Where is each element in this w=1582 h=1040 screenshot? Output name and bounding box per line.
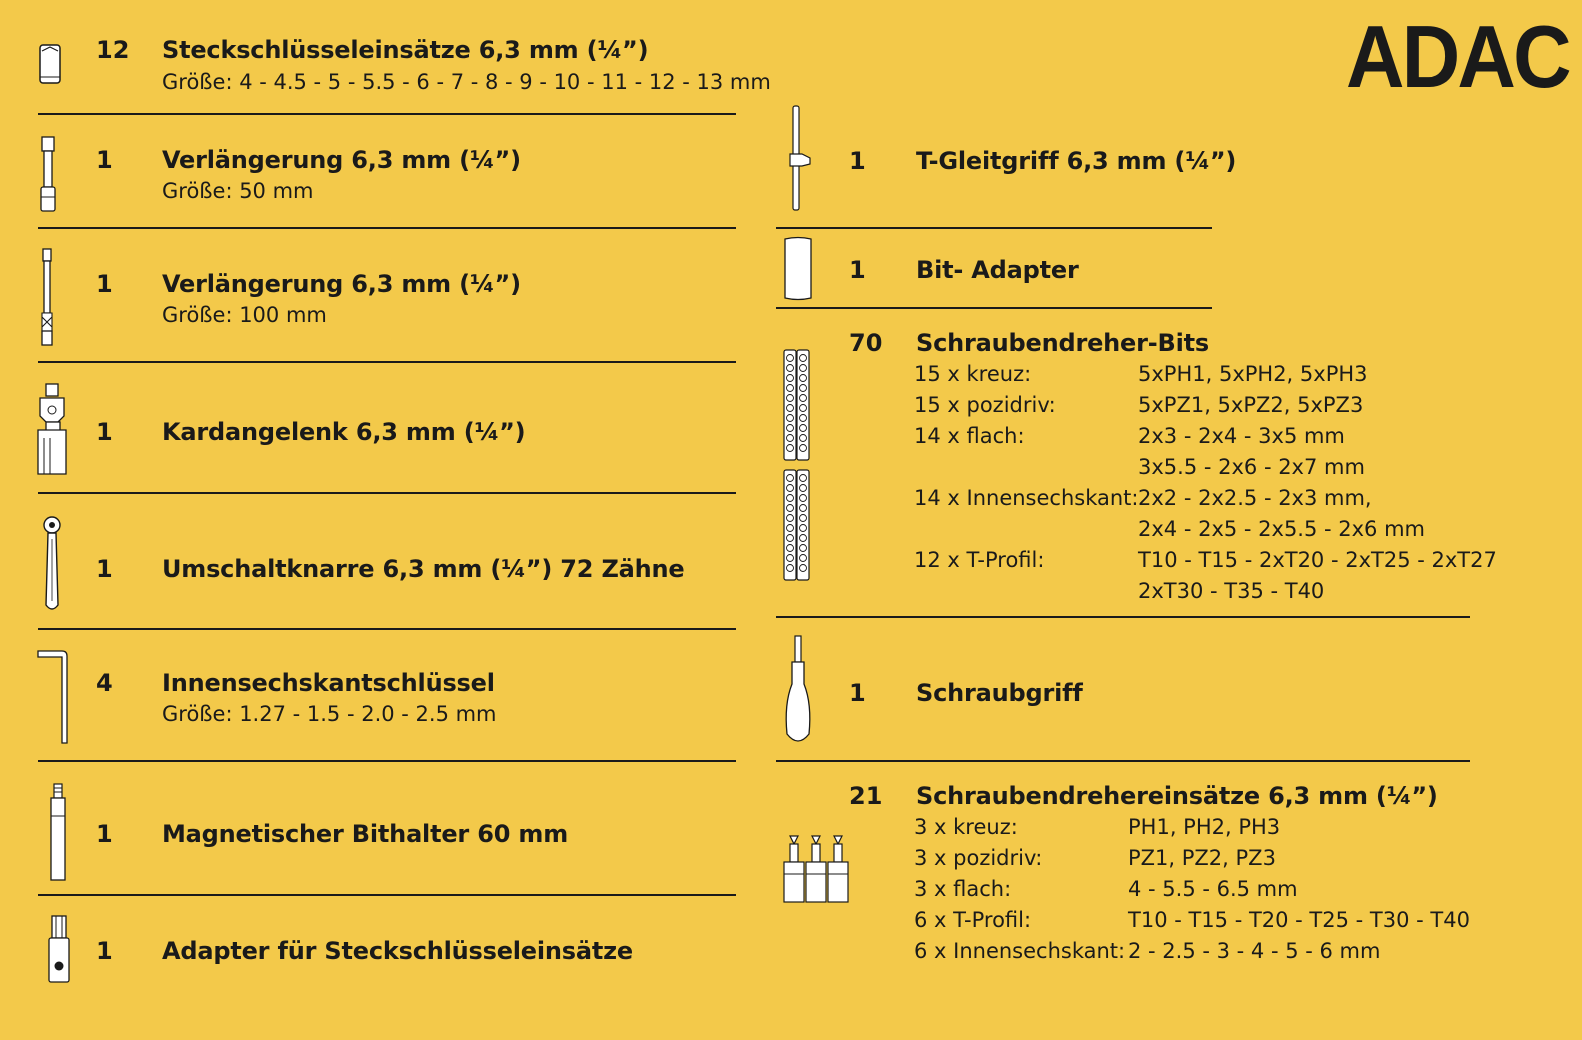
item-size: Größe: 4 - 4.5 - 5 - 5.5 - 6 - 7 - 8 - 9 - 10 - 11 - 12 - 13 mm	[162, 70, 771, 94]
short-extension-icon	[38, 135, 58, 213]
spec-value: 2x3 - 2x4 - 3x5 mm	[1138, 424, 1345, 448]
spec-value: 2 - 2.5 - 3 - 4 - 5 - 6 mm	[1128, 939, 1381, 963]
item-title: Kardangelenk 6,3 mm (¼”)	[162, 418, 526, 446]
item-title: Bit- Adapter	[916, 256, 1079, 284]
item-quantity: 1	[96, 270, 113, 298]
spec-value: 3x5.5 - 2x6 - 2x7 mm	[1138, 455, 1365, 479]
spec-label: 14 x flach:	[914, 424, 1025, 448]
spec-label: 3 x kreuz:	[914, 815, 1018, 839]
spec-label: 15 x pozidriv:	[914, 393, 1056, 417]
universal-joint-icon	[34, 382, 72, 478]
bit-adapter-icon	[782, 236, 814, 302]
divider	[776, 307, 1212, 309]
ratchet-icon	[40, 515, 64, 615]
spec-value: PH1, PH2, PH3	[1128, 815, 1281, 839]
item-title: Innensechskantschlüssel	[162, 669, 495, 697]
spec-label: 3 x pozidriv:	[914, 846, 1043, 870]
spec-label: 15 x kreuz:	[914, 362, 1032, 386]
item-title: Adapter für Steckschlüsseleinsätze	[162, 937, 633, 965]
spec-value: 2xT30 - T35 - T40	[1138, 579, 1325, 603]
item-title: Schraubendreher-Bits	[916, 329, 1209, 357]
item-quantity: 21	[849, 782, 883, 810]
item-quantity: 1	[96, 555, 113, 583]
spec-label: 14 x Innensechskant:	[914, 486, 1139, 510]
divider	[38, 492, 736, 494]
spec-label: 3 x flach:	[914, 877, 1012, 901]
socket-icon	[38, 43, 62, 85]
item-title: Schraubgriff	[916, 679, 1083, 707]
item-size: Größe: 50 mm	[162, 179, 314, 203]
socket-adapter-icon	[46, 914, 72, 986]
item-quantity: 1	[849, 147, 866, 175]
spec-label: 12 x T-Profil:	[914, 548, 1045, 572]
spec-value: T10 - T15 - T20 - T25 - T30 - T40	[1128, 908, 1470, 932]
item-quantity: 1	[96, 820, 113, 848]
spec-value: 5xPZ1, 5xPZ2, 5xPZ3	[1138, 393, 1364, 417]
bit-holder-icon	[48, 782, 68, 882]
item-quantity: 4	[96, 669, 113, 697]
divider	[38, 894, 736, 896]
item-title: Schraubendrehereinsätze 6,3 mm (¼”)	[916, 782, 1438, 810]
t-handle-icon	[786, 104, 816, 214]
item-title: Steckschlüsseleinsätze 6,3 mm (¼”)	[162, 36, 649, 64]
item-quantity: 1	[849, 679, 866, 707]
divider	[776, 616, 1470, 618]
divider	[38, 628, 736, 630]
spec-value: 2x4 - 2x5 - 2x5.5 - 2x6 mm	[1138, 517, 1426, 541]
screwdriver-handle-icon	[782, 634, 814, 746]
spec-value: T10 - T15 - 2xT20 - 2xT25 - 2xT27	[1138, 548, 1497, 572]
item-title: T-Gleitgriff 6,3 mm (¼”)	[916, 147, 1237, 175]
item-quantity: 12	[96, 36, 130, 64]
divider	[38, 113, 736, 115]
divider	[38, 227, 736, 229]
item-size: Größe: 1.27 - 1.5 - 2.0 - 2.5 mm	[162, 702, 497, 726]
item-quantity: 1	[96, 418, 113, 446]
item-title: Verlängerung 6,3 mm (¼”)	[162, 270, 521, 298]
item-title: Magnetischer Bithalter 60 mm	[162, 820, 568, 848]
adac-logo: ADAC	[1346, 7, 1569, 106]
item-quantity: 1	[96, 937, 113, 965]
bit-rack-icon	[782, 348, 812, 582]
spec-label: 6 x T-Profil:	[914, 908, 1032, 932]
hex-key-icon	[36, 648, 70, 746]
item-title: Umschaltknarre 6,3 mm (¼”) 72 Zähne	[162, 555, 685, 583]
spec-value: 5xPH1, 5xPH2, 5xPH3	[1138, 362, 1368, 386]
spec-value: 2x2 - 2x2.5 - 2x3 mm,	[1138, 486, 1372, 510]
divider	[776, 760, 1470, 762]
long-extension-icon	[38, 247, 56, 347]
item-quantity: 70	[849, 329, 883, 357]
item-quantity: 1	[849, 256, 866, 284]
spec-value: PZ1, PZ2, PZ3	[1128, 846, 1276, 870]
divider	[38, 760, 736, 762]
spec-value: 4 - 5.5 - 6.5 mm	[1128, 877, 1298, 901]
divider	[776, 227, 1212, 229]
spec-label: 6 x Innensechskant:	[914, 939, 1126, 963]
item-quantity: 1	[96, 146, 113, 174]
bit-socket-icon	[782, 834, 852, 906]
item-size: Größe: 100 mm	[162, 303, 327, 327]
item-title: Verlängerung 6,3 mm (¼”)	[162, 146, 521, 174]
divider	[38, 361, 736, 363]
